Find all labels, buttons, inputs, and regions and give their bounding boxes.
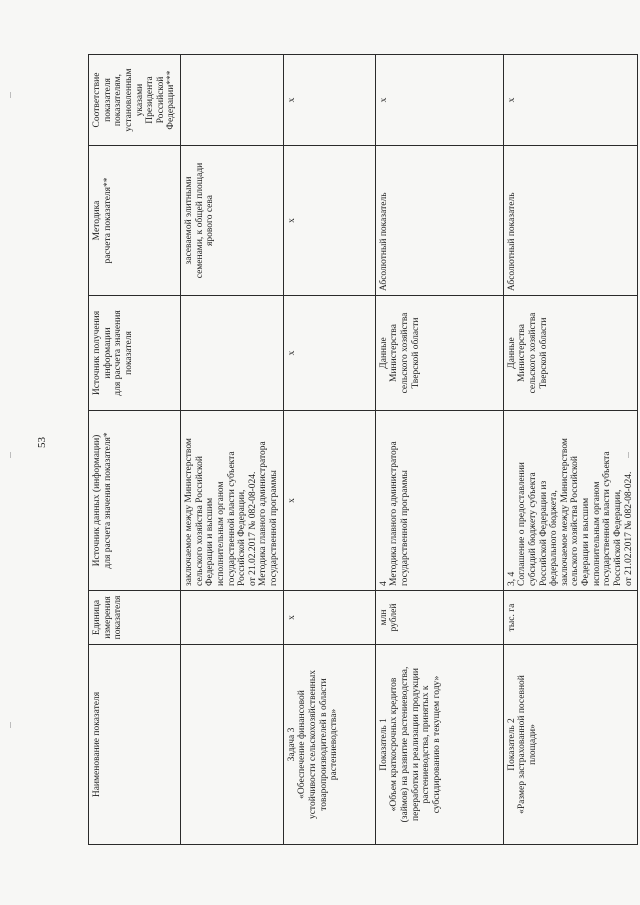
cell-line: Федерации и высшим <box>205 497 216 586</box>
unit-cell <box>503 591 638 645</box>
margin-mark <box>10 92 11 98</box>
cell-line: Тверской области <box>410 317 421 389</box>
cell-line: расчета показателя** <box>102 177 113 264</box>
cell-line: государственной программы <box>269 470 279 586</box>
header-president-decree <box>89 55 181 146</box>
cell-line: Российской <box>155 76 166 124</box>
continued-row <box>181 55 284 845</box>
cell-line: растениеводства, принятых к <box>421 685 432 804</box>
source-cell <box>375 411 503 591</box>
cell-line: Министерства <box>517 324 528 382</box>
cell-line: x <box>378 97 389 103</box>
cell-line: исполнительным органом <box>591 481 602 586</box>
cell-line: (займов) на развитие растениеводства, <box>399 666 410 823</box>
cell-line: показателям, <box>113 73 124 127</box>
cell-line: x <box>286 350 297 356</box>
name-cell <box>375 645 503 845</box>
cell-line: площади» <box>527 724 538 765</box>
cell-line: устойчивости сельскохозяйственных <box>307 669 318 820</box>
receipt-cell <box>283 296 375 411</box>
name-cell <box>503 645 638 845</box>
page-number: 53 <box>36 437 48 448</box>
cell-line: субсидий бюджету субъекта <box>527 472 538 586</box>
cell-line: «Размер застрахованной посевной <box>517 675 528 814</box>
cell-line: x <box>286 498 297 503</box>
cell-line: показателя <box>123 331 134 375</box>
cell-line: информации <box>102 327 113 379</box>
continued-method-cell <box>181 146 284 296</box>
cell-line: Методика главного администратора <box>258 441 269 586</box>
header-unit <box>89 591 181 645</box>
cell-line: 4 <box>378 581 389 586</box>
margin-mark <box>10 722 11 728</box>
cell-line: засеваемой элитными <box>184 176 194 265</box>
cell-line: Наименование показателя <box>92 691 102 798</box>
cell-line: от 21.02.2017 № 082-08-024. <box>623 471 634 586</box>
cell-line: от 21.02.2017 № 082-08-024. <box>247 471 258 586</box>
unit-cell <box>375 591 503 645</box>
cell-line: для расчета значения показателя* <box>102 432 113 569</box>
cell-line: Абсолютный показатель <box>506 192 517 291</box>
table-row <box>503 55 638 845</box>
cell-line: Российской Федерации, <box>612 489 623 586</box>
table-body <box>89 55 638 845</box>
cell-line: Методика <box>92 200 102 241</box>
cell-line: ярового сева <box>205 195 216 246</box>
cell-line: исполнительным органом <box>215 481 226 586</box>
receipt-cell <box>503 296 638 411</box>
cell-line: государственной программы <box>399 470 410 586</box>
cell-line: Показатель 1 <box>378 718 389 771</box>
cell-line: x <box>286 97 297 103</box>
cell-line: млн рублей <box>378 603 400 632</box>
cell-line: сельского хозяйства <box>527 312 538 394</box>
method-cell <box>375 146 503 296</box>
cell-line: Российской Федерации из <box>538 480 549 586</box>
cell-line: Единица <box>92 599 102 636</box>
cell-line: измерения <box>102 596 113 639</box>
cell-line: Министерства <box>389 324 400 382</box>
name-cell <box>283 645 375 845</box>
rotated-table-wrapper <box>88 55 634 845</box>
president-cell <box>283 55 375 146</box>
header-row <box>89 55 181 845</box>
margin-mark <box>10 452 11 458</box>
cell-line: Методика главного администратора <box>389 441 400 586</box>
continued-name-cell <box>181 645 284 845</box>
cell-line: Тверской области <box>538 317 549 389</box>
source-cell <box>503 411 638 591</box>
continued-unit-cell <box>181 591 284 645</box>
cell-line: x <box>286 615 297 620</box>
continued-president-cell <box>181 55 284 146</box>
cell-line: указами <box>134 83 145 117</box>
cell-line: показателя <box>113 595 124 640</box>
source-cell <box>283 411 375 591</box>
cell-line: Абсолютный показатель <box>378 192 389 291</box>
method-cell <box>503 146 638 296</box>
receipt-cell <box>375 296 503 411</box>
continued-source-cell <box>181 411 284 591</box>
header-indicator-name <box>89 645 181 845</box>
header-data-source <box>89 411 181 591</box>
indicators-table <box>88 54 638 845</box>
cell-line: показателя <box>102 78 113 122</box>
cell-line: сельского хозяйства Российской <box>194 456 205 586</box>
continued-receipt-cell <box>181 296 284 411</box>
cell-line: «Обеспечение финансовой <box>297 690 308 799</box>
cell-line: Федерации*** <box>166 70 177 130</box>
cell-line: x <box>506 97 517 103</box>
cell-line: Президента <box>145 76 156 124</box>
table-row <box>283 55 375 845</box>
cell-line: государственной власти субъекта <box>226 451 237 586</box>
cell-line: Источник данных (информации) <box>92 434 102 567</box>
cell-line: заключаемое между Министерством <box>184 438 194 586</box>
cell-line: сельского хозяйства Российской <box>570 456 581 586</box>
table-row <box>375 55 503 845</box>
cell-line: тыс. га <box>506 603 517 632</box>
cell-line: растениеводства» <box>329 708 340 781</box>
unit-cell <box>283 591 375 645</box>
president-cell <box>375 55 503 146</box>
cell-line: Соглашение о предоставлении <box>517 462 528 586</box>
cell-line: государственной власти субъекта <box>602 451 613 586</box>
cell-line: x <box>286 218 297 223</box>
cell-line: Российской Федерации, <box>237 489 248 586</box>
president-cell <box>503 55 638 146</box>
cell-line: Федерации и высшим <box>581 497 591 586</box>
header-method <box>89 146 181 296</box>
header-info-receipt <box>89 296 181 411</box>
cell-line: семенами, к общей площади <box>194 162 205 279</box>
cell-line: Данные <box>378 337 389 369</box>
cell-line: федерального бюджета, <box>549 490 560 586</box>
cell-line: Источник получения <box>92 310 102 396</box>
cell-line: субсидированию в текущем году» <box>431 675 442 814</box>
cell-line: Соответствие <box>92 72 102 128</box>
cell-line: Показатель 2 <box>506 718 517 771</box>
cell-line: Задача 3 <box>286 727 297 762</box>
cell-line: заключаемое между Министерством <box>559 438 570 586</box>
cell-line: переработки и реализации продукции <box>410 668 421 821</box>
method-cell <box>283 146 375 296</box>
cell-line: установленным <box>123 68 134 132</box>
cell-line: Данные <box>506 337 517 369</box>
cell-line: сельского хозяйства <box>399 312 410 394</box>
cell-line: 3, 4 <box>506 571 517 586</box>
cell-line: товаропроизводителей в области <box>318 678 329 811</box>
cell-line: «Объем краткосрочных кредитов <box>389 677 400 812</box>
cell-line: для расчета значения <box>113 310 124 396</box>
